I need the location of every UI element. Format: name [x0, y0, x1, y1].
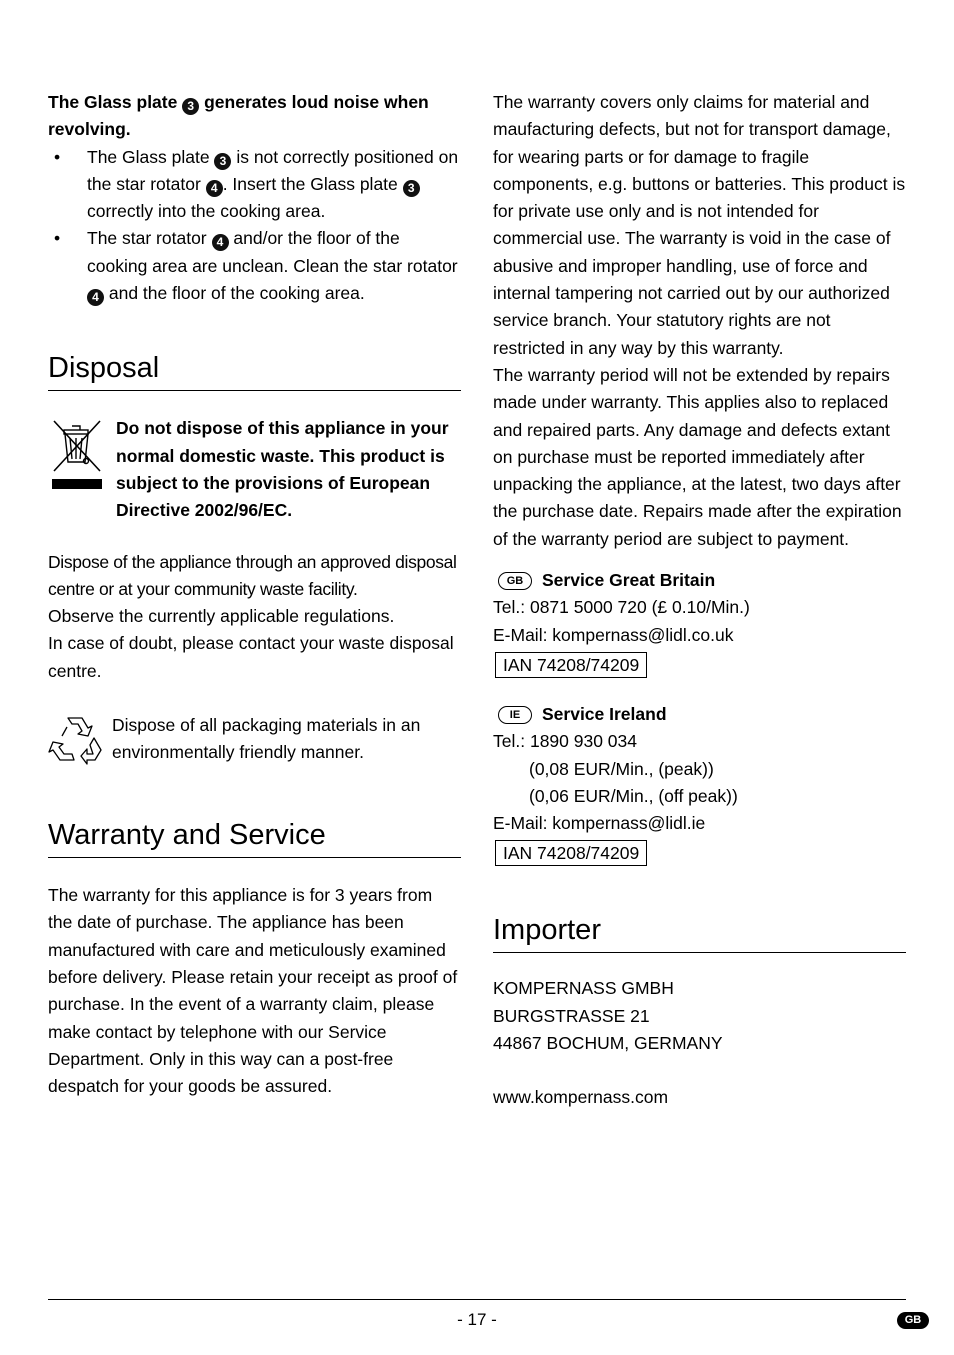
service-gb — [493, 567, 906, 678]
disposal-doubt: In case of doubt, please contact your waste disposal centre. — [48, 633, 454, 681]
importer-website[interactable]: www.kompernass.com — [493, 1087, 669, 1108]
service-ie-offpeak-rate: (0,06 EUR/Min., (off peak)) — [529, 785, 738, 806]
importer-company: KOMPERNASS GMBH — [493, 978, 674, 999]
left-column — [48, 89, 461, 1100]
ie-badge-icon: IE — [498, 706, 532, 724]
service-gb-tel: Tel.: 0871 5000 720 (£ 0.10/Min.) — [493, 597, 750, 618]
weee-notice — [48, 415, 461, 524]
part-number-badge: 3 — [214, 153, 231, 170]
service-ie-tel: Tel.: 1890 930 034 — [493, 731, 638, 752]
gb-badge-icon: GB — [498, 572, 532, 590]
disposal-heading: Disposal — [48, 350, 461, 391]
service-gb-email: E-Mail: kompernass@lidl.co.uk — [493, 624, 734, 645]
trouble-heading: The Glass plate 3 generates loud noise when revolving. — [48, 92, 429, 140]
weee-text: Do not dispose of this appliance in your normal domestic waste. This product is subject to the provisions of European Directive 2002/96/EC. — [116, 418, 449, 521]
importer-city: 44867 BOCHUM, GERMANY — [493, 1033, 723, 1054]
service-ie — [493, 701, 906, 866]
crossed-bin-icon — [48, 415, 106, 500]
service-gb-heading: GB Service Great Britain — [493, 567, 906, 594]
part-number-badge: 4 — [206, 180, 223, 197]
bullet-icon: • — [54, 146, 61, 167]
footer-divider — [48, 1299, 906, 1300]
bullet-icon: • — [54, 228, 61, 249]
service-ie-peak-rate: (0,08 EUR/Min., (peak)) — [529, 758, 714, 779]
ian-box: IAN 74208/74209 — [495, 652, 647, 678]
right-column — [493, 89, 906, 1112]
packaging-text: Dispose of all packaging materials in an environmentally friendly manner. — [112, 715, 421, 763]
trouble-bullet-list — [48, 144, 461, 308]
importer-address — [493, 975, 906, 1057]
part-number-badge: 3 — [182, 98, 199, 115]
service-ie-heading: IE Service Ireland — [493, 701, 906, 728]
part-number-badge: 4 — [212, 234, 229, 251]
warranty-heading: Warranty and Service — [48, 817, 461, 858]
part-number-badge: 3 — [403, 180, 420, 197]
page-number: - 17 - — [457, 1310, 497, 1329]
disposal-instruction: Dispose of the appliance through an approved disposal centre or at your community waste facility. — [48, 551, 457, 599]
warranty-text: The warranty for this appliance is for 3 years from the date of purchase. The appliance has been manufactured with care and meticulously examined before delivery. Please retain your receipt as proof of purchase. In the event of a warranty claim, please make contact by telephone with our Service Department. Only in this way can a post-free despatch for your goods be assured. — [48, 885, 458, 1097]
list-item: • The star rotator 4 and/or the floor of the cooking area are unclean. Clean the star rotator 4 and the floor of the cooking area. — [48, 225, 461, 307]
part-number-badge: 4 — [87, 289, 104, 306]
ian-box: IAN 74208/74209 — [495, 840, 647, 866]
importer-street: BURGSTRASSE 21 — [493, 1005, 650, 1026]
disposal-regulations: Observe the currently applicable regulations. — [48, 606, 395, 627]
list-item: • The Glass plate 3 is not correctly positioned on the star rotator 4 . Insert the Glass plate 3 correctly into the cooking area. — [48, 144, 461, 226]
warranty-period-text: The warranty period will not be extended by repairs made under warranty. This applies also to replaced and repaired parts. Any damage and defects extant on purchase must be reported immediately after unpacking the appliance, at the latest, two days after the purchase date. Repairs made after the expiration of the warranty period are subject to payment. — [493, 364, 902, 549]
importer-heading: Importer — [493, 912, 906, 953]
service-ie-email: E-Mail: kompernass@lidl.ie — [493, 813, 706, 834]
gb-language-badge-icon: GB — [897, 1312, 929, 1329]
warranty-coverage-text: The warranty covers only claims for material and maufacturing defects, but not for transport damage, for wearing parts or for damage to fragile components, e.g. buttons or batteries. This product is for private use only and is not intended for commercial use. The warranty is void in the case of abusive and improper handling, use of force and internal tampering not carried out by our authorized service branch. Your statutory rights are not restricted in any way by this warranty. — [493, 92, 906, 358]
recycle-icon — [48, 714, 106, 771]
packaging-notice — [48, 712, 461, 771]
